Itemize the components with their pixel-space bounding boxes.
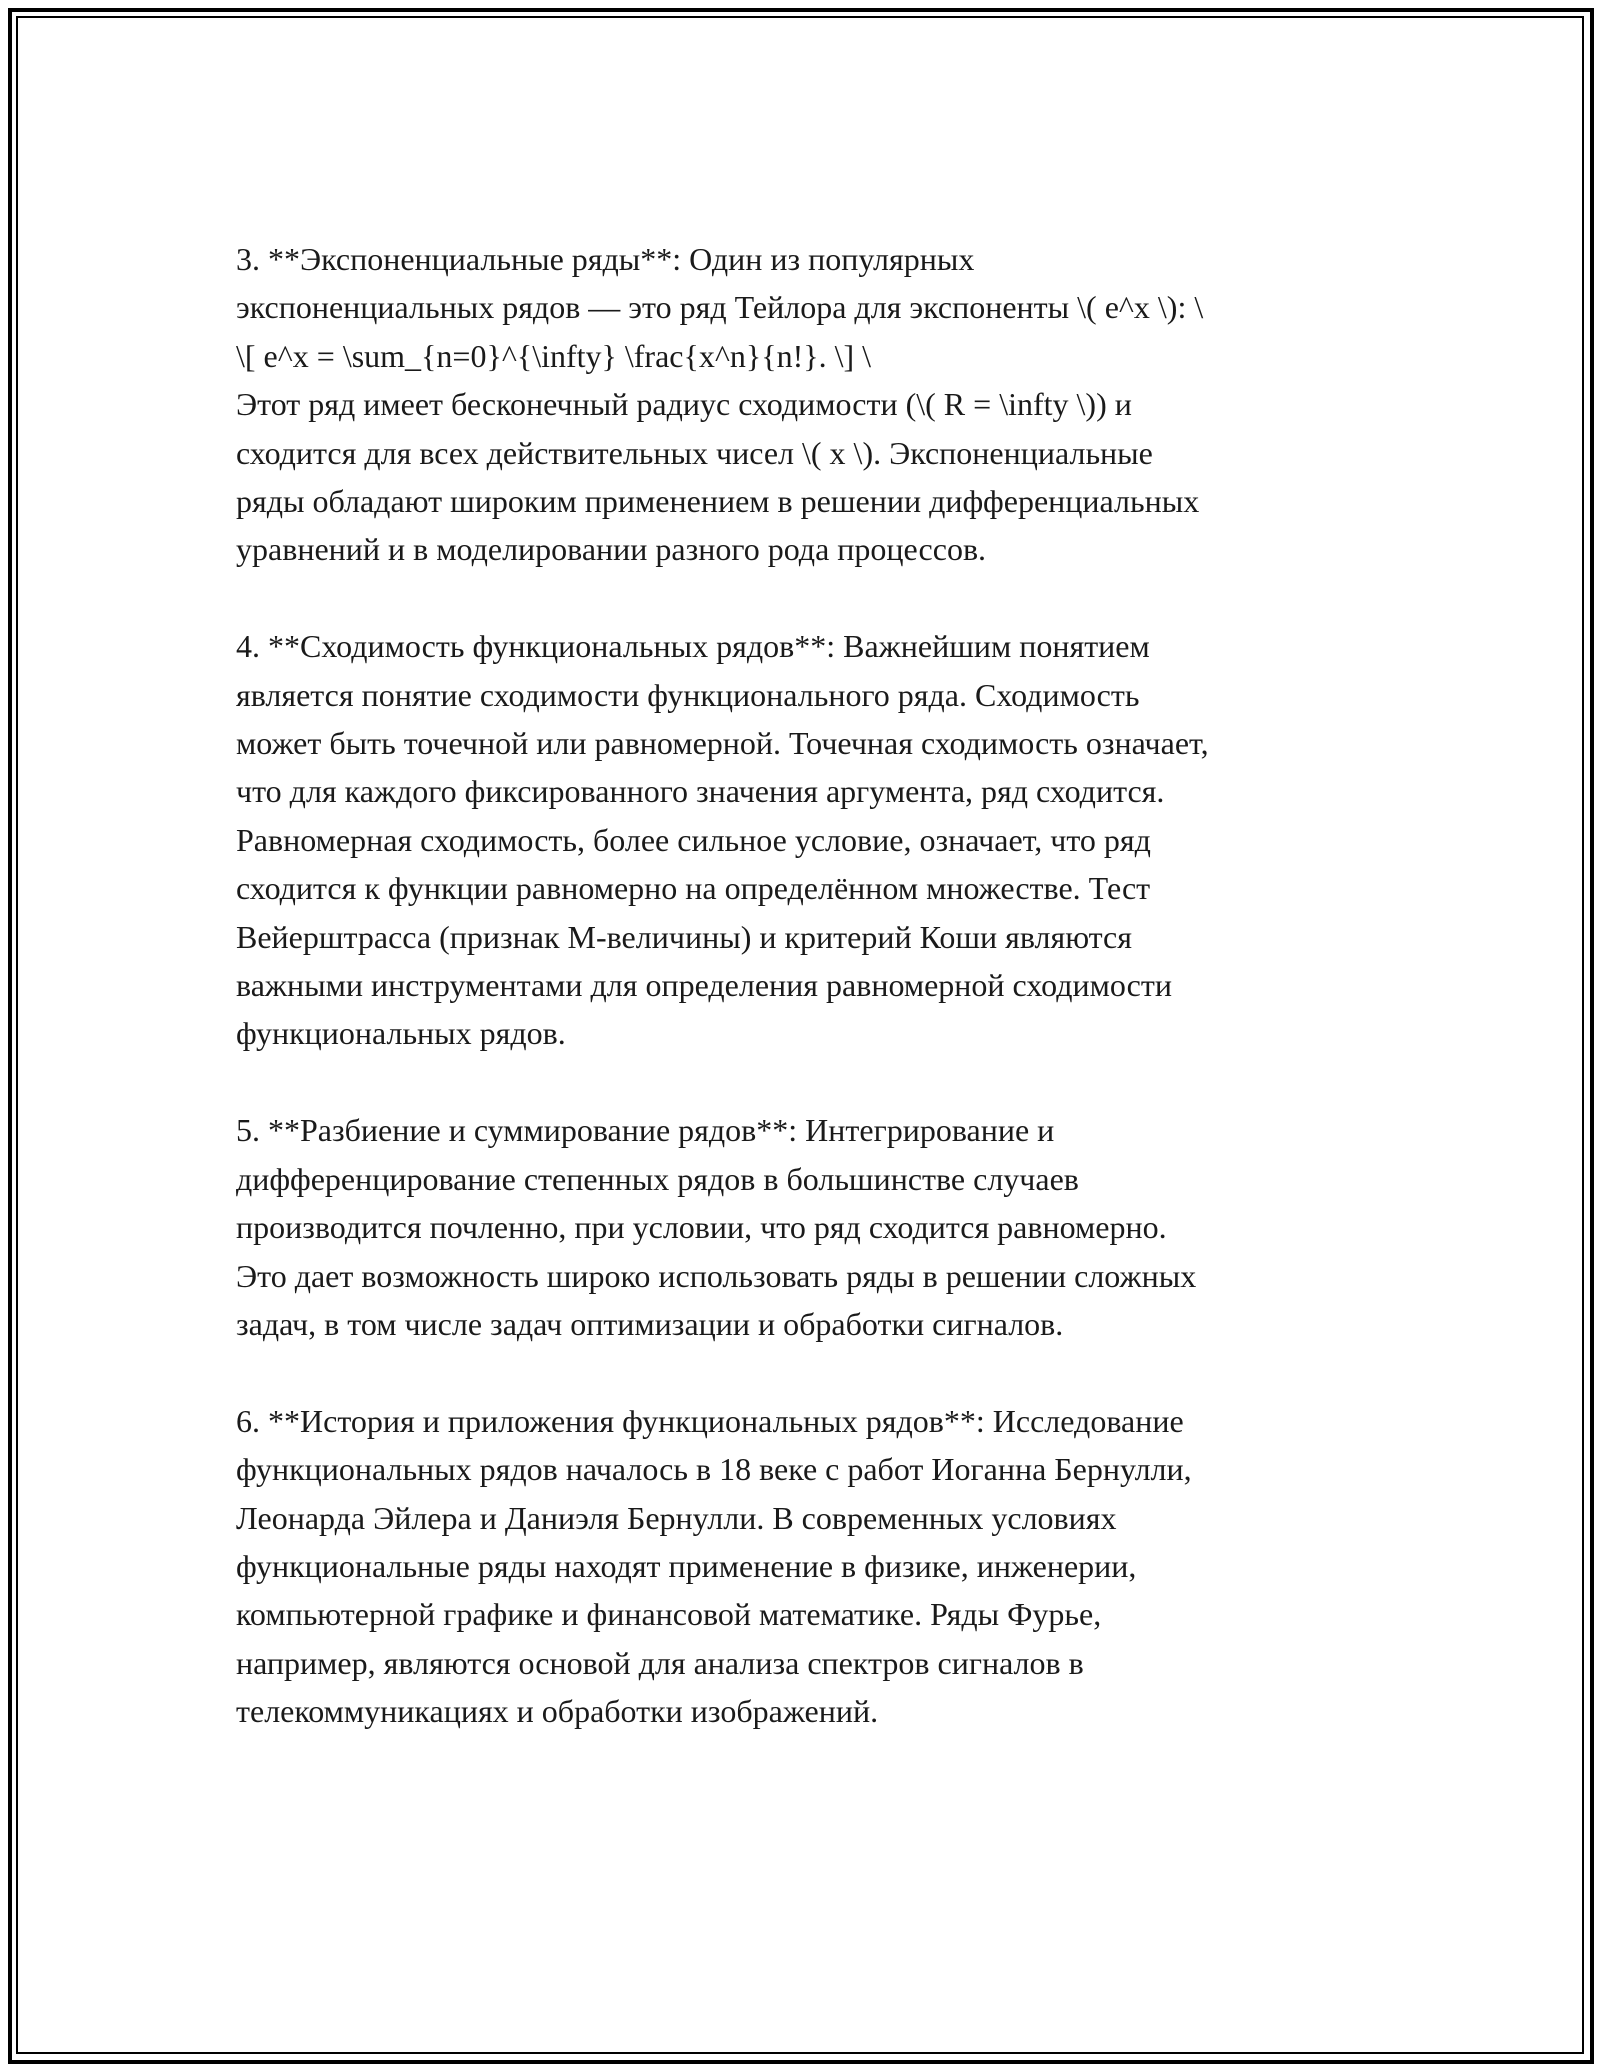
- text-line: может быть точечной или равномерной. Точечная сходимость означает,: [236, 725, 1209, 762]
- text-line: телекоммуникациях и обработки изображений.: [236, 1693, 879, 1730]
- text-line: является понятие сходимости функционального ряда. Сходимость: [236, 676, 1140, 713]
- text-line: ряды обладают широким применением в решении дифференциальных: [236, 483, 1200, 520]
- text-line: функциональные ряды находят применение в физике, инженерии,: [236, 1547, 1137, 1584]
- text-line: \[ e^x = \sum_{n=0}^{\infty} \frac{x^n}{n!}. \] \: [236, 337, 872, 374]
- paragraph-functional-series-convergence: [236, 622, 1396, 1058]
- text-line: компьютерной графике и финансовой математике. Ряды Фурье,: [236, 1596, 1102, 1633]
- text-line: функциональных рядов.: [236, 1015, 566, 1052]
- text-line: дифференцирование степенных рядов в большинстве случаев: [236, 1160, 1079, 1197]
- text-line: Леонарда Эйлера и Даниэля Бернулли. В современных условиях: [236, 1499, 1117, 1536]
- paragraph-exponential-series: [236, 235, 1396, 574]
- text-line: 5. **Разбиение и суммирование рядов**: Интегрирование и: [236, 1112, 1055, 1149]
- document-body: [236, 235, 1396, 1736]
- text-line: что для каждого фиксированного значения аргумента, ряд сходится.: [236, 773, 1165, 810]
- text-line: экспоненциальных рядов — это ряд Тейлора для экспоненты \( e^x \): \: [236, 289, 1204, 326]
- paragraph-series-partition-summation: [236, 1106, 1396, 1348]
- text-line: Это дает возможность широко использовать ряды в решении сложных: [236, 1257, 1197, 1294]
- text-line: задач, в том числе задач оптимизации и обработки сигналов.: [236, 1305, 1064, 1342]
- text-line: 3. **Экспоненциальные ряды**: Один из популярных: [236, 241, 975, 277]
- text-line: уравнений и в моделировании разного рода процессов.: [236, 531, 987, 568]
- text-line: производится почленно, при условии, что ряд сходится равномерно.: [236, 1209, 1167, 1246]
- text-line: сходится для всех действительных чисел \( x \). Экспоненциальные: [236, 434, 1153, 471]
- text-line: функциональных рядов началось в 18 веке с работ Иоганна Бернулли,: [236, 1451, 1192, 1488]
- text-line: важными инструментами для определения равномерной сходимости: [236, 967, 1172, 1004]
- text-line: Равномерная сходимость, более сильное условие, означает, что ряд: [236, 821, 1151, 858]
- paragraph-history-applications: [236, 1397, 1396, 1736]
- text-line: например, являются основой для анализа спектров сигналов в: [236, 1644, 1084, 1681]
- text-line: 6. **История и приложения функциональных рядов**: Исследование: [236, 1402, 1184, 1439]
- text-line: 4. **Сходимость функциональных рядов**: Важнейшим понятием: [236, 628, 1150, 665]
- text-line: сходится к функции равномерно на определённом множестве. Тест: [236, 870, 1151, 907]
- text-line: Вейерштрасса (признак M-величины) и критерий Коши являются: [236, 918, 1132, 955]
- text-line: Этот ряд имеет бесконечный радиус сходимости (\( R = \infty \)) и: [236, 386, 1132, 423]
